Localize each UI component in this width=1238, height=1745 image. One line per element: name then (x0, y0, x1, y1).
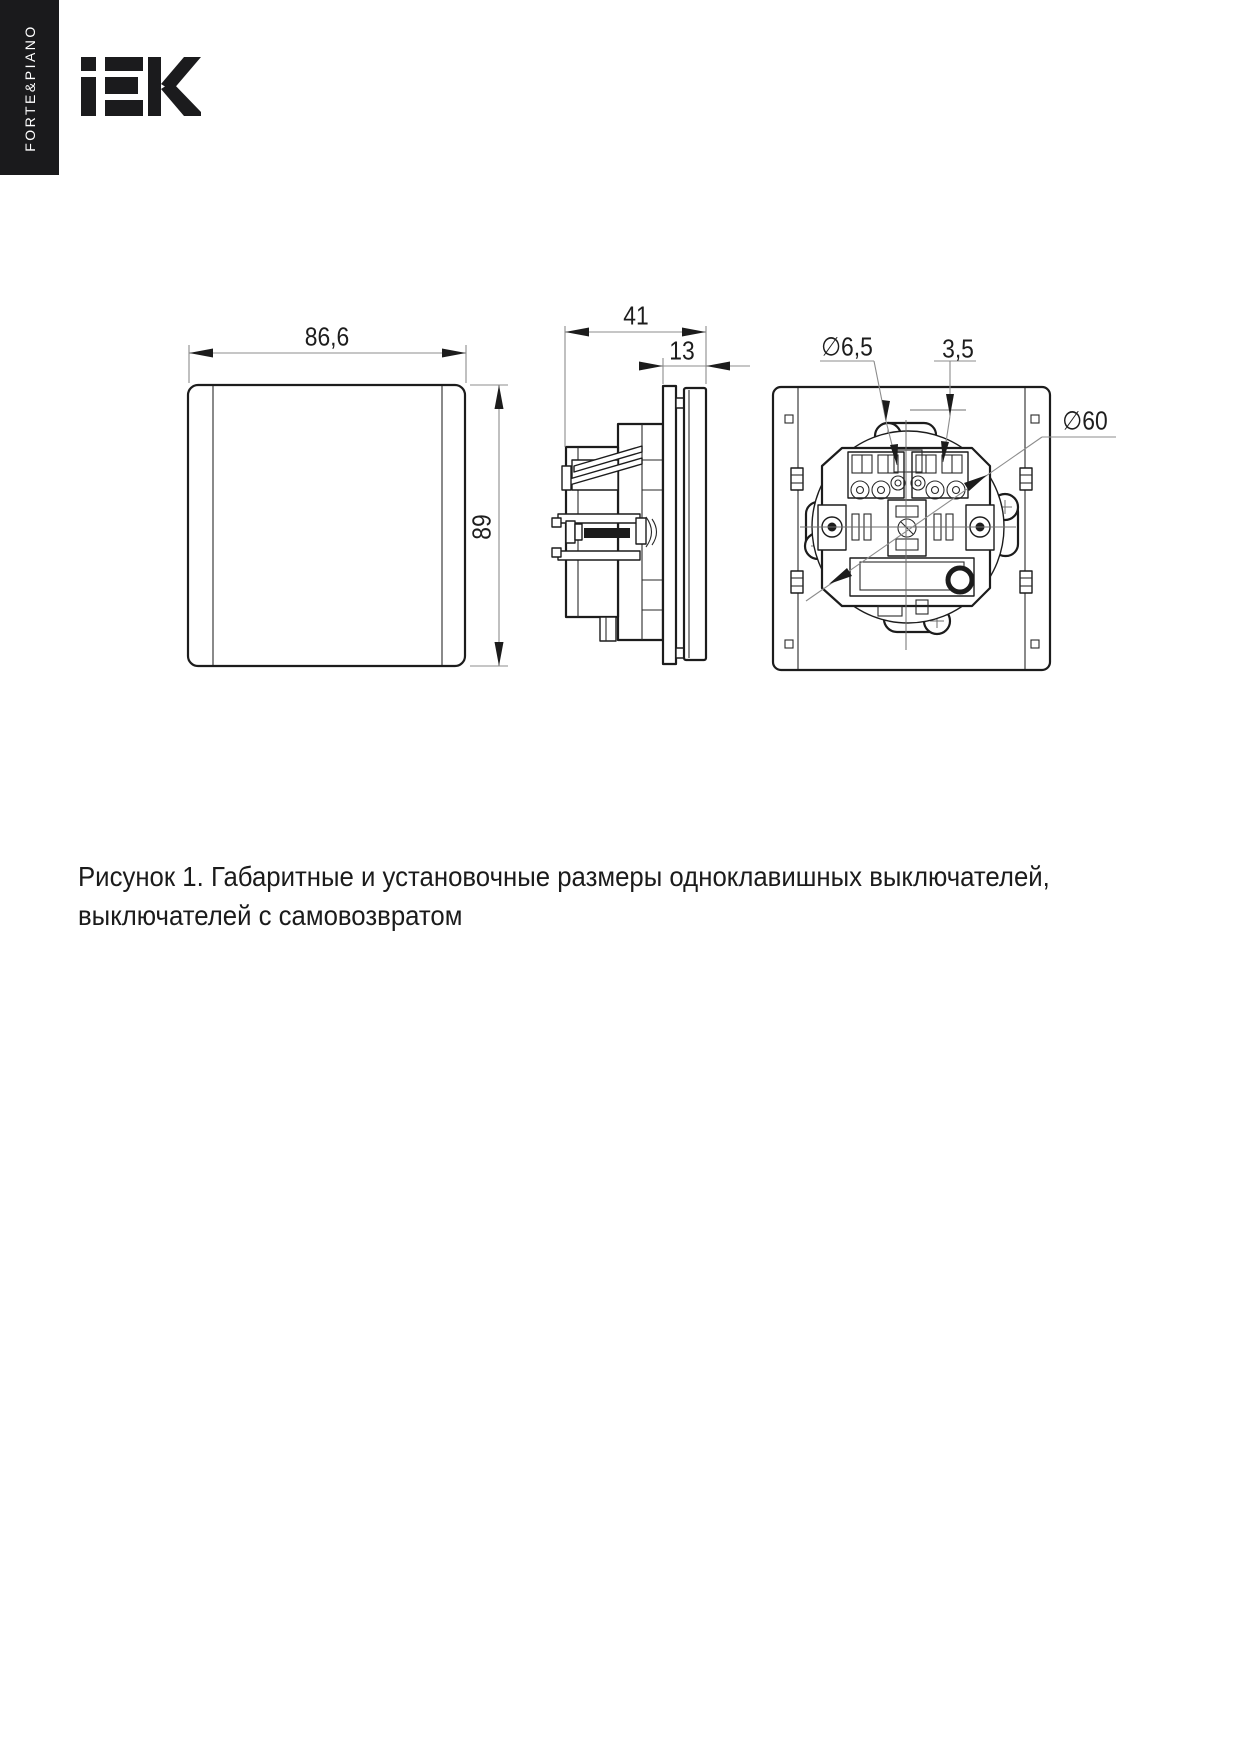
side-view (552, 326, 750, 664)
dim-claw-hole-diameter: ∅6,5 (821, 331, 873, 362)
figure-caption (78, 857, 1198, 935)
figure-caption-line1: Рисунок 1. Габаритные и установочные размеры одноклавишных выключателей, (78, 861, 1050, 892)
dim-mount-diameter: ∅60 (1062, 405, 1108, 436)
dim-front-depth: 13 (669, 335, 695, 366)
dim-front-width: 86,6 (304, 321, 350, 352)
figure-caption-line2: выключателей с самовозвратом (78, 900, 463, 931)
dim-claw-offset: 3,5 (942, 333, 974, 364)
dim-front-height: 89 (466, 514, 497, 540)
front-view (188, 345, 508, 666)
brand-series-label: FORTE&PIANO (21, 23, 38, 152)
dim-total-depth: 41 (623, 300, 649, 331)
